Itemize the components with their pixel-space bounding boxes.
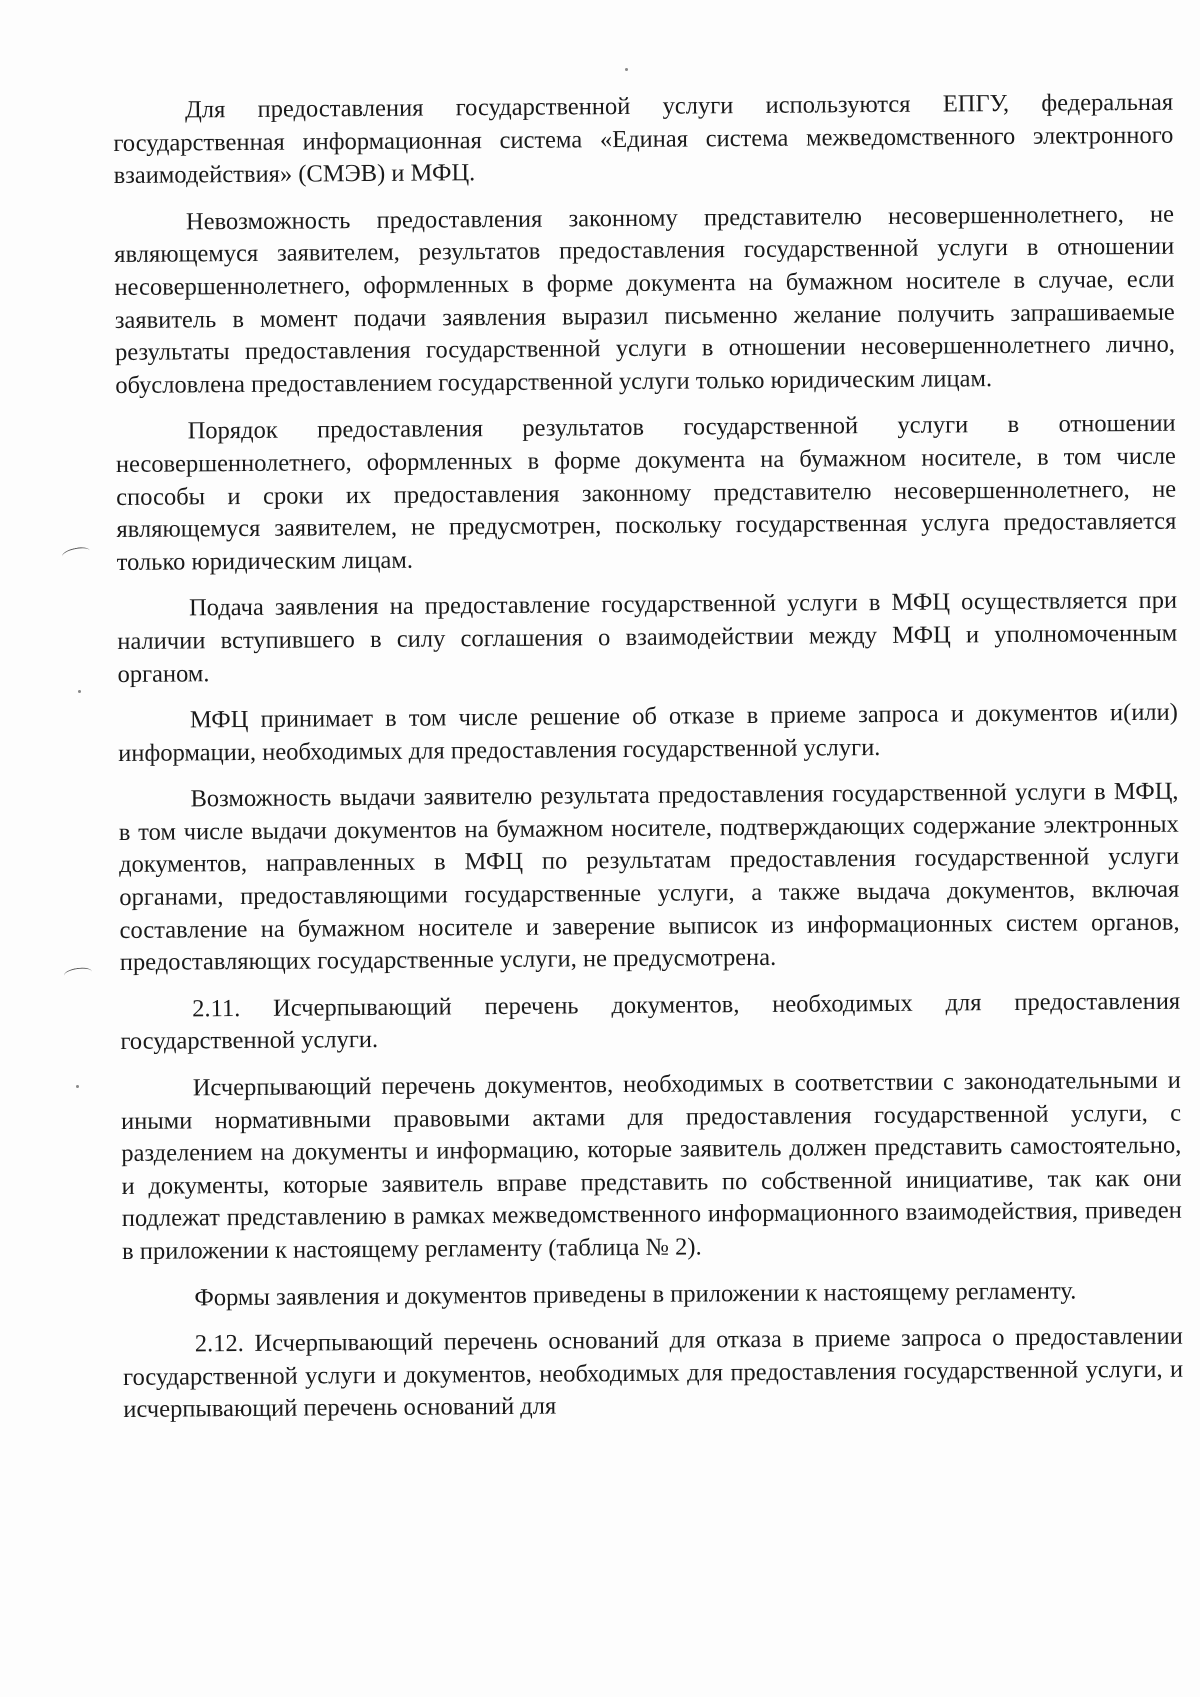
margin-mark — [63, 966, 92, 981]
paragraph: Для предоставления государственной услуги используются ЕПГУ, федеральная государственная информационная система «Единая система межведомственного электронного взаимодействия» (СМЭВ) и МФЦ. — [113, 88, 1174, 190]
margin-dot — [76, 1085, 79, 1088]
document-body — [113, 87, 1184, 1441]
section-heading: 2.12. Исчерпывающий перечень оснований для отказа в приеме запроса о предоставлении государственной услуги и документов, необходимых для предоставления государственной услуги, и исчерпывающий перечень оснований для — [122, 1322, 1184, 1424]
margin-mark — [61, 545, 91, 562]
paragraph: Возможность выдачи заявителю результата предоставления государственной услуги в МФЦ, в том числе выдачи документов на бумажном носителе, подтверждающих содержание электронных документов, направленных в МФЦ по результатам предоставления государственной услуги органами, предоставляющими государственные услуги, а также выдача документов, включая составление на бумажном носителе и заверение выписок из информационных систем органов, предоставляющих государственные услуги, не предусмотрена. — [118, 777, 1180, 977]
section-heading: 2.11. Исчерпывающий перечень документов, необходимых для предоставления государственной услуги. — [120, 987, 1181, 1056]
paragraph: Исчерпывающий перечень документов, необходимых в соответствии с законодательными и иными нормативными правовыми актами для предоставления государственной услуги, с разделением на документы и информацию, которые заявитель должен представить самостоятельно, и документы, которые заявитель вправе представить по собственной инициативе, так как они подлежат представлению в рамках межведомственного информационного взаимодействия, приведен в приложении к настоящему регламенту (таблица № 2). — [120, 1066, 1182, 1265]
margin-dot — [78, 690, 81, 693]
paragraph: Подача заявления на предоставление государственной услуги в МФЦ осуществляется при наличии вступившего в силу соглашения о взаимодействии между МФЦ и уполномоченным органом. — [117, 586, 1178, 688]
paragraph: МФЦ принимает в том числе решение об отказе в приеме запроса и документов и(или) информации, необходимых для предоставления государственной услуги. — [118, 698, 1178, 767]
paragraph: Формы заявления и документов приведены в приложении к настоящему регламенту. — [194, 1277, 1077, 1311]
paragraph: Порядок предоставления результатов государственной услуги в отношении несовершеннолетнего, оформленных в форме документа на бумажном носителе, в том числе способы и сроки их предоставления законному представителю несовершеннолетнего, не являющемуся заявителем, не предусмотрен, поскольку государственная услуга предоставляется только юридическим лицам. — [115, 410, 1177, 576]
paragraph: Невозможность предоставления законному представителю несовершеннолетнего, не являющемуся заявителем, результатов предоставления государственной услуги в отношении несовершеннолетнего, оформленных в форме документа на бумажном носителе в случае, если заявитель в момент подачи заявления выразил письменно желание получить запрашиваемые результаты предоставления государственной услуги в отношении несовершеннолетнего лично, обусловлена предоставлением государственной услуги только юридическим лицам. — [114, 200, 1176, 399]
margin-dot — [625, 68, 628, 71]
